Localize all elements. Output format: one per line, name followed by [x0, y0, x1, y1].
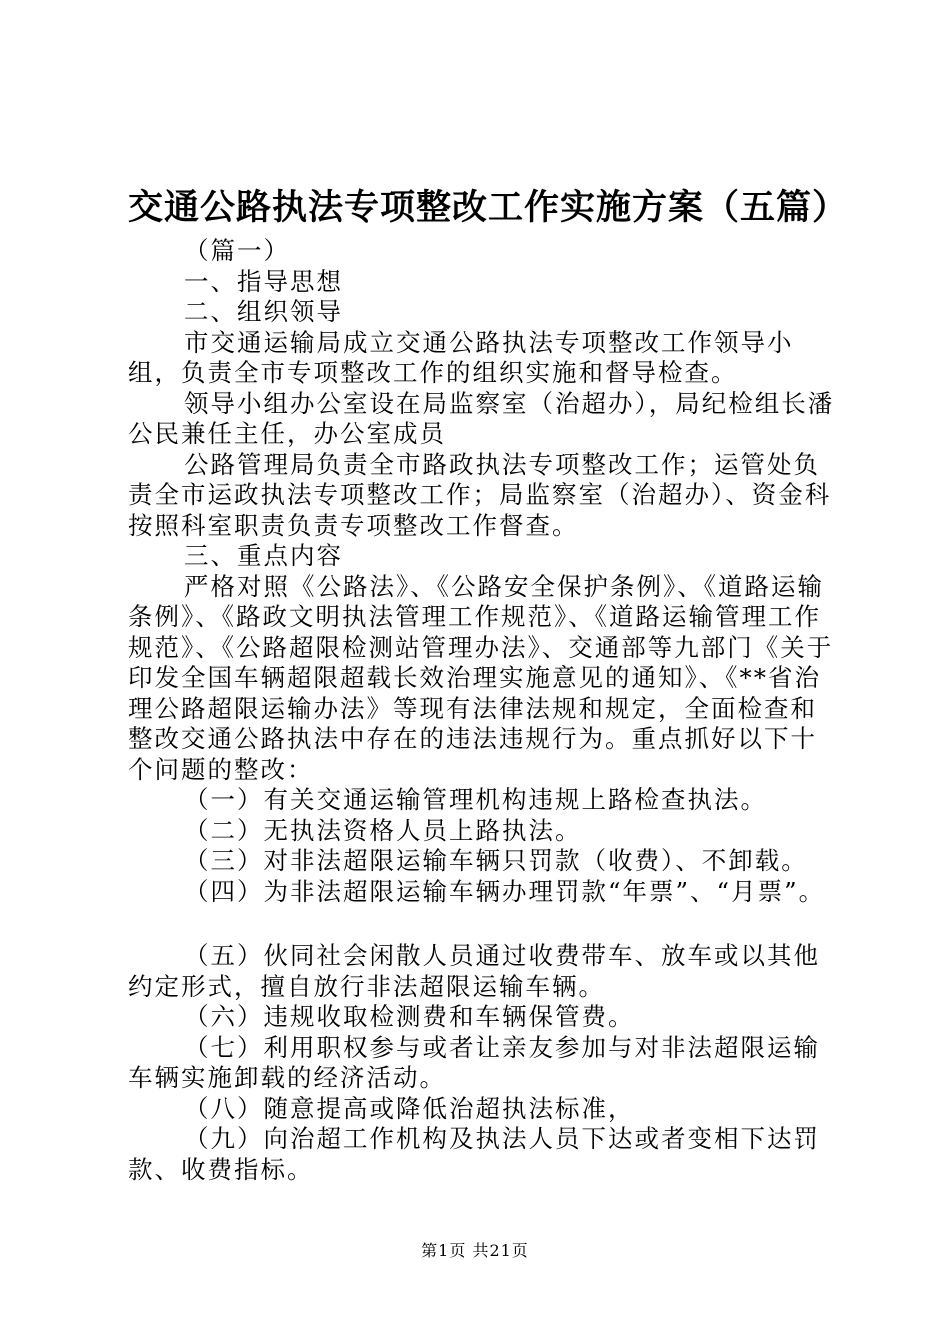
paragraph-responsibilities: 公路管理局负责全市路政执法专项整改工作；运管处负责全市运政执法专项整改工作；局监察室（治超办）、资金科按照科室职责负责专项整改工作督查。 — [128, 449, 832, 540]
list-item-1: （一）有关交通运输管理机构违规上路检查执法。 — [184, 785, 767, 814]
list-item-7: （七）利用职权参与或者让亲友参加与对非法超限运输车辆实施卸载的经济活动。 — [128, 1032, 820, 1092]
paragraph-office: 领导小组办公室设在局监察室（治超办），局纪检组长潘公民兼任主任，办公室成员 — [128, 388, 835, 448]
list-item-5: （五）伙同社会闲散人员通过收费带车、放车或以其他约定形式，擅自放行非法超限运输车辆。 — [128, 941, 820, 1001]
paragraph-leading-group: 市交通运输局成立交通公路执法专项整改工作领导小组，负责全市专项整改工作的组织实施和督导检查。 — [128, 327, 794, 387]
document-body — [128, 236, 840, 1185]
list-item-2: （二）无执法资格人员上路执法。 — [184, 815, 582, 845]
page-footer: 第1页 共21页 — [421, 1241, 529, 1260]
paragraph-regulations: 严格对照《公路法》、《公路安全保护条例》、《道路运输条例》、《路政文明执法管理工作规范》、《道路运输管理工作规范》、《公路超限检测站管理办法》、交通部等九部门《关于印发全国车辆超限超载长效治理实施意见的通知》、《**省治理公路超限运输办法》等现有法律法规和规定，全面检查和整改交通公路执法中存在的违法违规行为。重点抓好以下十个问题的整改： — [128, 571, 834, 784]
section-heading-part-one: （篇一） — [184, 236, 290, 265]
document-title: 交通公路执法专项整改工作实施方案（五篇） — [128, 187, 849, 228]
section-heading-guiding-ideology: 一、指导思想 — [184, 266, 343, 296]
list-item-3: （三）对非法超限运输车辆只罚款（收费）、不卸载。 — [184, 846, 808, 875]
section-heading-organization: 二、组织领导 — [184, 297, 343, 326]
section-heading-key-content: 三、重点内容 — [184, 541, 343, 570]
list-item-6: （六）违规收取检测费和车辆保管费。 — [184, 1002, 635, 1031]
list-item-8: （八）随意提高或降低治超执法标准， — [184, 1093, 635, 1123]
paragraph-gap — [128, 907, 840, 941]
list-item-9: （九）向治超工作机构及执法人员下达或者变相下达罚款、收费指标。 — [128, 1124, 820, 1184]
list-item-4: （四）为非法超限运输车辆办理罚款“年票”、“月票”。 — [184, 876, 826, 906]
